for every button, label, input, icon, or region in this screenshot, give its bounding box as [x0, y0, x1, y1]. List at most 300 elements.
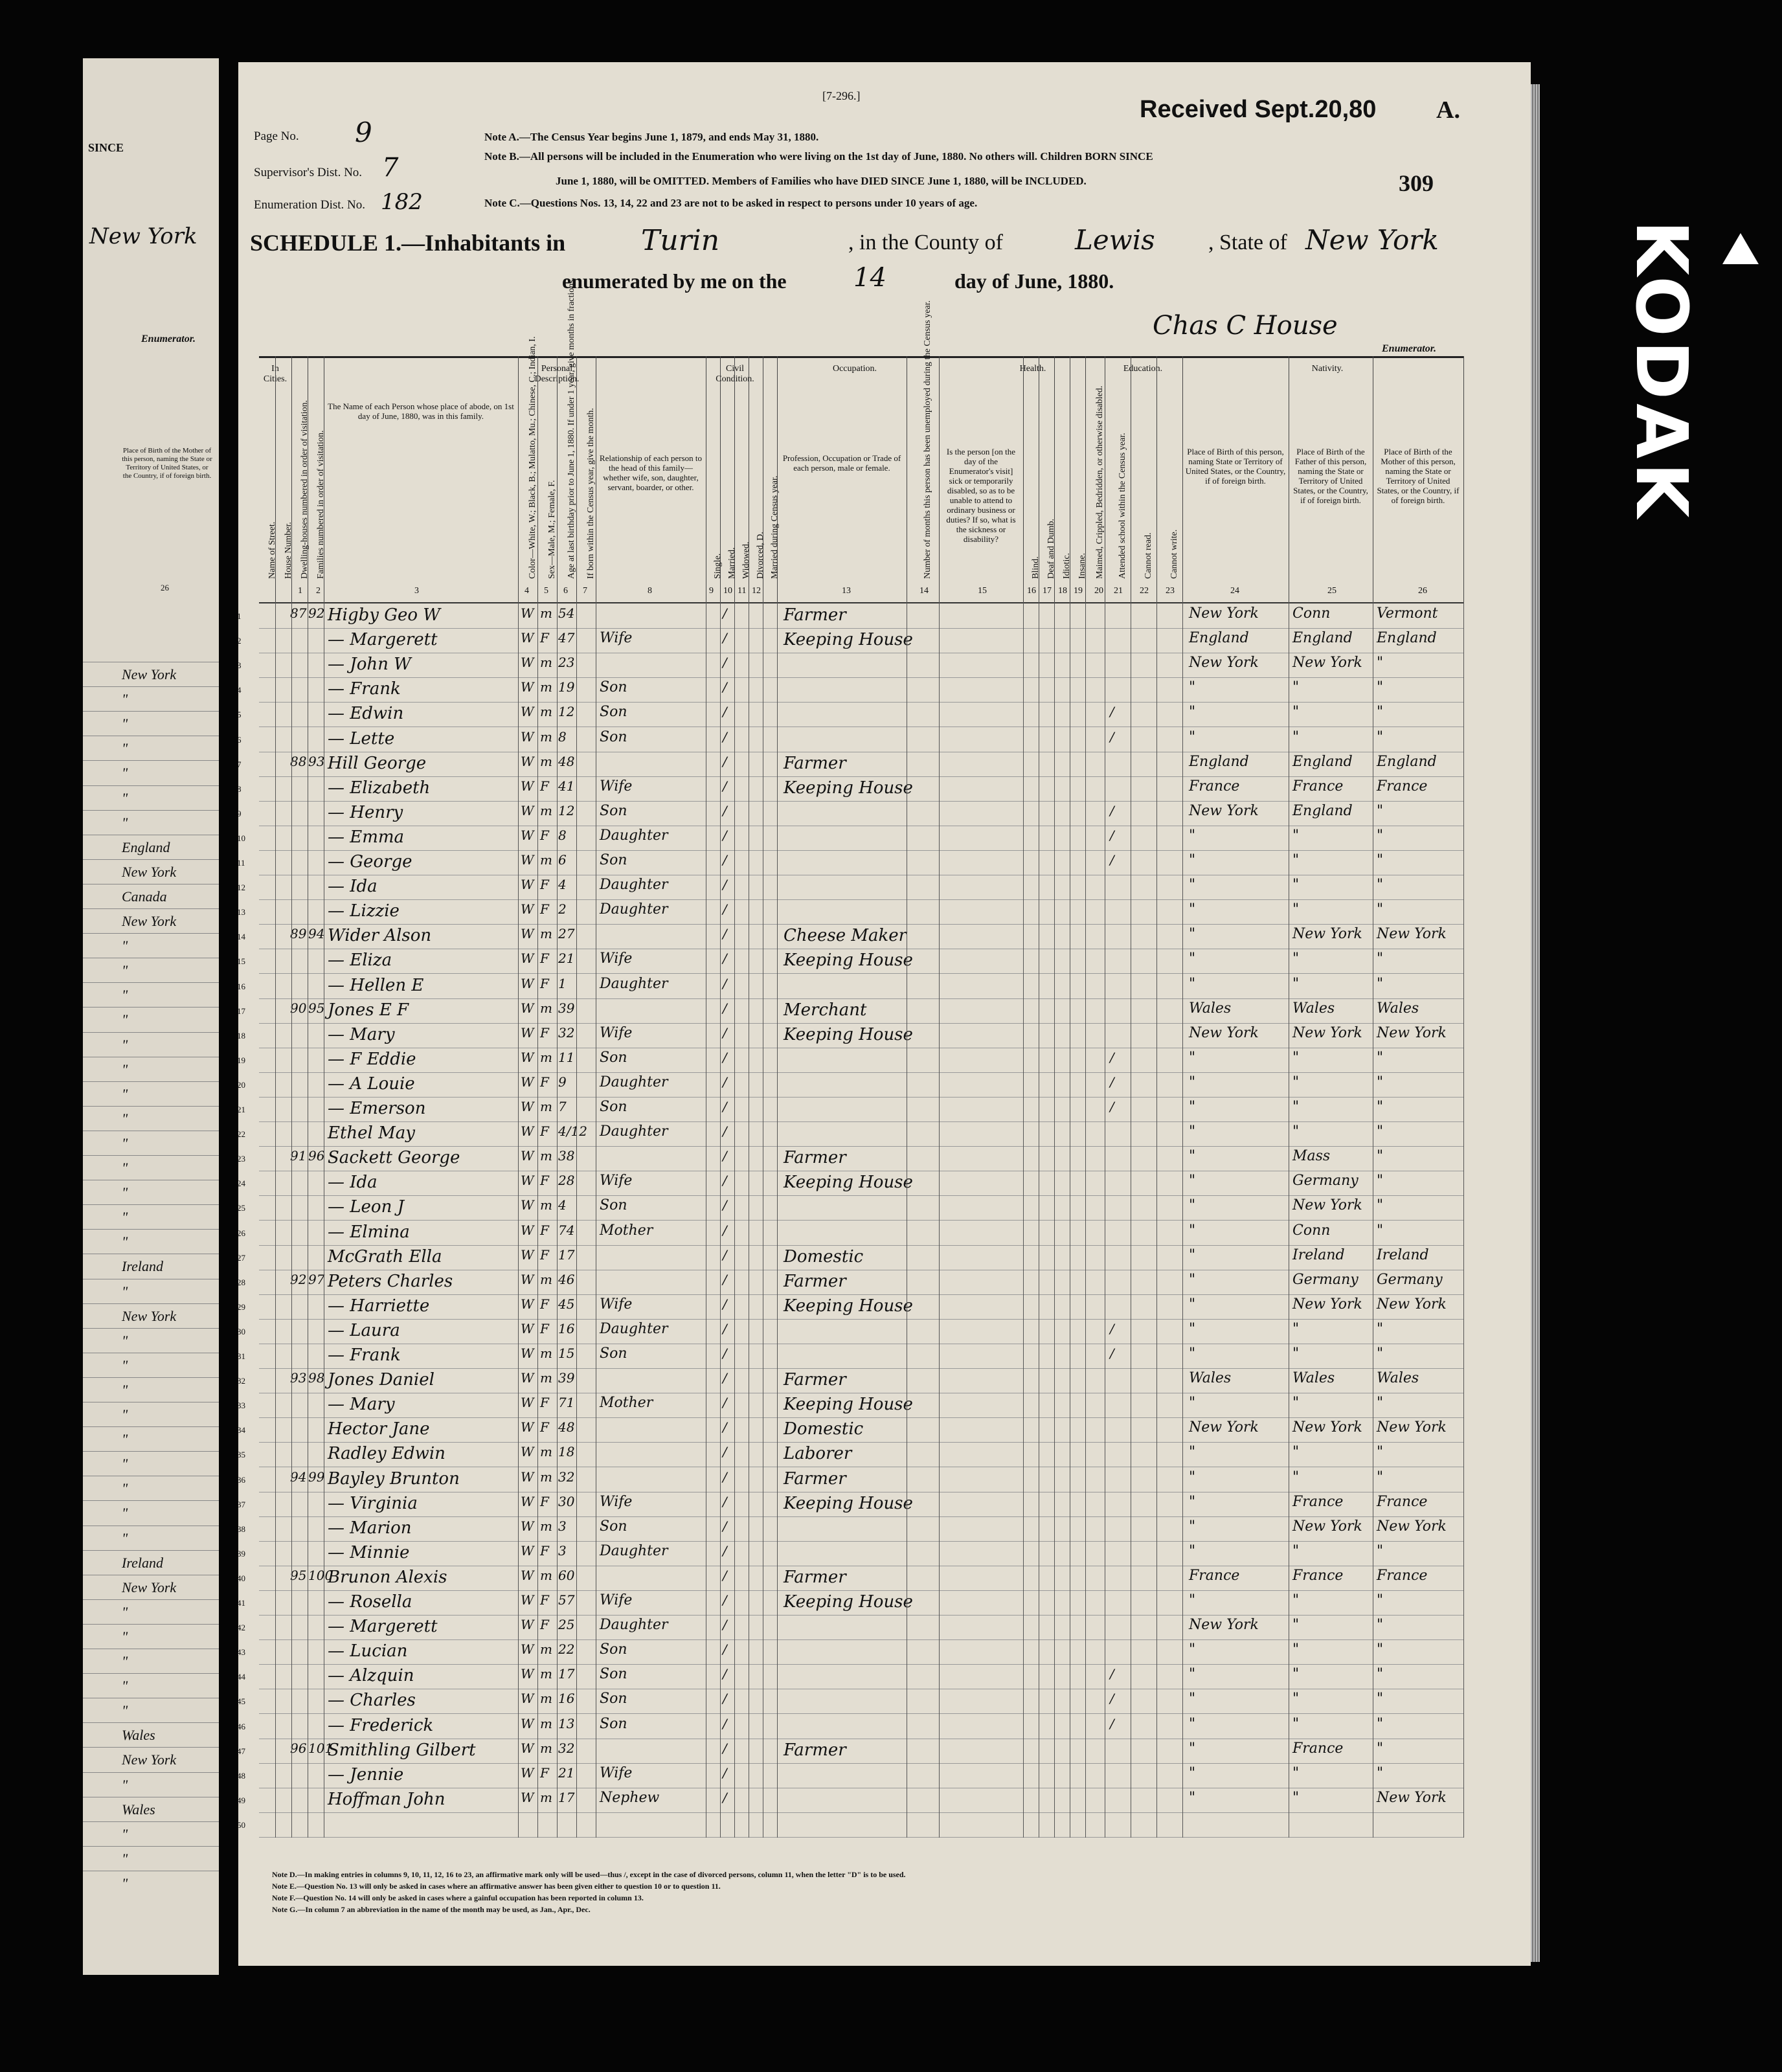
- sex-cell: m: [540, 802, 552, 818]
- occupation-cell: Farmer: [784, 1370, 846, 1390]
- left-page-birthplace: ": [122, 1184, 128, 1201]
- left-page-birthplace: ": [122, 1209, 128, 1226]
- birthplace-person: ": [1189, 926, 1196, 943]
- line-number: 44: [237, 1672, 245, 1682]
- line-number: 4: [237, 685, 242, 695]
- sex-cell: F: [540, 630, 549, 646]
- state-name: New York: [1305, 224, 1439, 256]
- civil-mark: /: [723, 1370, 727, 1386]
- school-mark: /: [1110, 1074, 1114, 1090]
- age-cell: 16: [558, 1691, 575, 1707]
- group-personal: Personal Description.: [534, 364, 580, 384]
- relationship-cell: Son: [600, 1666, 627, 1683]
- sex-cell: F: [540, 1222, 549, 1238]
- line-number: 39: [237, 1548, 245, 1559]
- birthplace-mother: ": [1377, 901, 1384, 918]
- column-number: 9: [709, 586, 714, 596]
- family-number: 99: [308, 1469, 325, 1485]
- left-page-row: [83, 1081, 219, 1107]
- birthplace-person: ": [1189, 1222, 1196, 1239]
- left-page-row: [83, 1254, 219, 1279]
- table-row: [237, 653, 1463, 678]
- civil-mark: /: [723, 1567, 727, 1583]
- birthplace-person: ": [1189, 1197, 1196, 1214]
- left-page-row: [83, 1624, 219, 1649]
- birthplace-person: ": [1189, 1320, 1196, 1337]
- birthplace-mother: ": [1377, 704, 1384, 721]
- birthplace-mother: New York: [1377, 926, 1447, 943]
- column-number: 4: [524, 586, 529, 596]
- color-cell: W: [521, 1666, 534, 1682]
- person-name: — Alzquin: [328, 1666, 414, 1686]
- civil-mark: /: [723, 1740, 727, 1756]
- color-cell: W: [521, 778, 534, 794]
- table-row: [237, 1541, 1463, 1566]
- table-row: [237, 1590, 1463, 1616]
- left-page-birthplace: England: [122, 839, 170, 855]
- left-page-row: [83, 1476, 219, 1501]
- color-cell: W: [521, 1197, 534, 1213]
- birthplace-mother: ": [1377, 728, 1384, 745]
- column-number: 7: [583, 586, 587, 596]
- color-cell: W: [521, 1542, 534, 1559]
- col-color: [518, 336, 538, 602]
- school-mark: /: [1110, 827, 1114, 843]
- relationship-cell: Wife: [600, 1592, 633, 1608]
- birthplace-person: ": [1189, 877, 1196, 894]
- line-number: 7: [237, 759, 242, 769]
- county-label: , in the County of: [848, 231, 1003, 254]
- column-number: 15: [978, 586, 987, 596]
- line-number: 25: [237, 1203, 245, 1213]
- column-rule: [576, 602, 577, 1838]
- civil-mark: /: [723, 1666, 727, 1682]
- sex-cell: F: [540, 1320, 549, 1336]
- line-number: 1: [237, 611, 242, 621]
- column-number: 24: [1230, 586, 1239, 596]
- age-cell: 19: [558, 679, 575, 695]
- line-number: 47: [237, 1746, 245, 1756]
- birthplace-father: ": [1292, 1320, 1300, 1337]
- person-name: — Ida: [328, 877, 378, 897]
- relationship-cell: Daughter: [600, 1617, 668, 1634]
- civil-mark: /: [723, 679, 727, 695]
- person-name: — Emerson: [328, 1099, 426, 1118]
- occupation-cell: Farmer: [784, 1740, 846, 1760]
- left-page-row: [83, 1575, 219, 1600]
- color-cell: W: [521, 1691, 534, 1707]
- col-idiotic: [1054, 356, 1070, 602]
- age-cell: 48: [558, 1419, 575, 1436]
- relationship-cell: Nephew: [600, 1789, 660, 1806]
- table-row: [237, 1097, 1463, 1122]
- age-cell: 25: [558, 1617, 575, 1633]
- col-sex: [537, 356, 558, 602]
- table-row: [237, 727, 1463, 752]
- form-number: [7-296.]: [822, 89, 861, 102]
- left-page-birthplace: ": [122, 1357, 128, 1373]
- civil-mark: /: [723, 1493, 727, 1509]
- color-cell: W: [521, 1246, 534, 1263]
- col-maimed: [1085, 356, 1105, 602]
- civil-mark: /: [723, 728, 727, 745]
- column-rule: [275, 602, 276, 1838]
- person-name: — Henry: [328, 802, 403, 822]
- left-page-birthplace: Ireland: [122, 1554, 163, 1571]
- birthplace-father: ": [1292, 1074, 1300, 1090]
- column-number: 16: [1027, 586, 1036, 596]
- birthplace-mother: ": [1377, 1049, 1384, 1066]
- line-number: 29: [237, 1301, 245, 1312]
- col-house: [275, 356, 292, 602]
- column-rule: [939, 602, 940, 1838]
- birthplace-mother: ": [1377, 1641, 1384, 1658]
- sex-cell: F: [540, 1173, 549, 1189]
- table-row: [237, 1048, 1463, 1073]
- birthplace-mother: ": [1377, 1617, 1384, 1634]
- sex-cell: m: [540, 1346, 552, 1361]
- relationship-cell: Son: [600, 802, 627, 819]
- age-cell: 17: [558, 1246, 575, 1263]
- birthplace-mother: ": [1377, 877, 1384, 894]
- sex-cell: m: [540, 1370, 552, 1386]
- left-page-birthplace: ": [122, 1603, 128, 1620]
- relationship-cell: Wife: [600, 1296, 633, 1312]
- relationship-cell: Son: [600, 679, 627, 696]
- relationship-cell: Wife: [600, 1024, 633, 1041]
- age-cell: 22: [558, 1641, 575, 1658]
- table-row: [237, 1492, 1463, 1517]
- age-cell: 46: [558, 1271, 575, 1287]
- line-number: 6: [237, 734, 242, 745]
- birthplace-mother: ": [1377, 1197, 1384, 1214]
- line-number: 31: [237, 1351, 245, 1361]
- col-sex-title: Sex—Male, M.; Female, F.: [547, 480, 557, 579]
- birthplace-person: New York: [1189, 1419, 1259, 1436]
- person-name: — Mary: [328, 1024, 395, 1044]
- civil-mark: /: [723, 1099, 727, 1114]
- left-page-birthplace: ": [122, 1825, 128, 1842]
- dwelling-number: 94: [290, 1469, 307, 1485]
- age-cell: 48: [558, 753, 575, 769]
- birthplace-mother: ": [1377, 1740, 1384, 1757]
- left-page-row: [83, 1402, 219, 1427]
- col-age-title: Age at last birthday prior to June 1, 1880. If under 1 year, give months in fractions.: [567, 277, 576, 579]
- left-page-birthplace: ": [122, 789, 128, 806]
- birthplace-mother: ": [1377, 951, 1384, 967]
- line-number: 23: [237, 1154, 245, 1164]
- age-cell: 45: [558, 1296, 575, 1312]
- civil-mark: /: [723, 1395, 727, 1411]
- age-cell: 8: [558, 728, 567, 745]
- birthplace-father: ": [1292, 1641, 1300, 1658]
- birthplace-mother: France: [1377, 1567, 1428, 1584]
- birthplace-person: ": [1189, 728, 1196, 745]
- left-page-birthplace: New York: [122, 913, 177, 929]
- column-number: 23: [1166, 586, 1175, 596]
- sex-cell: F: [540, 1592, 549, 1608]
- note-b-line1: Note B.—All persons will be included in the Enumeration who were living on the 1st day of June, 1880. No others will. Children BORN SINCE: [484, 150, 1153, 163]
- col-divorced: [749, 356, 763, 602]
- relationship-cell: Son: [600, 1518, 627, 1535]
- person-name: — Eliza: [328, 951, 392, 971]
- relationship-cell: Wife: [600, 1764, 633, 1781]
- color-cell: W: [521, 1271, 534, 1287]
- civil-mark: /: [723, 1173, 727, 1189]
- age-cell: 74: [558, 1222, 575, 1238]
- column-number: 18: [1058, 586, 1067, 596]
- civil-mark: /: [723, 951, 727, 967]
- birthplace-father: New York: [1292, 1197, 1362, 1214]
- left-page-birthplace: ": [122, 962, 128, 979]
- sex-cell: m: [540, 1691, 552, 1707]
- color-cell: W: [521, 1419, 534, 1436]
- left-page-birthplace: ": [122, 1776, 128, 1793]
- civil-mark: /: [723, 1074, 727, 1090]
- table-row: [237, 1270, 1463, 1295]
- left-page-birthplace: ": [122, 1110, 128, 1127]
- birthplace-father: Wales: [1292, 1000, 1335, 1017]
- age-cell: 41: [558, 778, 575, 794]
- table-row: [237, 1171, 1463, 1196]
- table-row: [237, 1689, 1463, 1714]
- birthplace-mother: ": [1377, 1099, 1384, 1115]
- birthplace-mother: Wales: [1377, 1370, 1419, 1387]
- left-page-birthplace: ": [122, 691, 128, 708]
- relationship-cell: Daughter: [600, 877, 668, 894]
- family-number: 95: [308, 1000, 325, 1016]
- person-name: — Frank: [328, 1346, 401, 1365]
- col-divorced-title: Divorced, D.: [756, 532, 765, 579]
- table-row: [237, 1023, 1463, 1048]
- age-cell: 30: [558, 1493, 575, 1509]
- birthplace-person: ": [1189, 975, 1196, 992]
- table-row: [237, 850, 1463, 875]
- occupation-cell: Keeping House: [784, 1296, 913, 1316]
- relationship-cell: Wife: [600, 778, 633, 794]
- table-row: [237, 875, 1463, 900]
- person-name: — Marion: [328, 1518, 412, 1538]
- left-page-row: [83, 884, 219, 909]
- note-d: Note D.—In making entries in columns 9, 10, 11, 12, 16 to 23, an affirmative mark only will be used—thus /, except in the case of divorced persons, column 11, when the letter "D" is to be used.: [272, 1870, 906, 1879]
- birthplace-mother: ": [1377, 1444, 1384, 1461]
- enumerator-signature: Chas C House: [1153, 311, 1338, 341]
- age-cell: 21: [558, 1764, 575, 1781]
- left-page-birthplace: ": [122, 1702, 128, 1719]
- left-page-row: [83, 711, 219, 736]
- left-page-row: [83, 1550, 219, 1575]
- col-birth-father-title: Place of Birth of the Father of this person, naming the State or Territory of United States, or the Country, if of foreign birth.: [1293, 447, 1368, 505]
- birthplace-person: ": [1189, 1764, 1196, 1781]
- age-cell: 9: [558, 1074, 567, 1090]
- civil-mark: /: [723, 753, 727, 769]
- left-page-row: [83, 785, 219, 811]
- sex-cell: m: [540, 679, 552, 695]
- line-number: 19: [237, 1055, 245, 1065]
- column-number: 20: [1094, 586, 1103, 596]
- occupation-cell: Keeping House: [784, 951, 913, 971]
- person-name: Hill George: [328, 753, 427, 773]
- left-page-row: [83, 1353, 219, 1378]
- col-name-title: The Name of each Person whose place of abode, on 1st day of June, 1880, was in this family.: [328, 401, 514, 421]
- sex-cell: m: [540, 1197, 552, 1213]
- left-page-birthplace: Wales: [122, 1801, 155, 1818]
- person-name: — Elmina: [328, 1222, 410, 1242]
- relationship-cell: Son: [600, 852, 627, 868]
- color-cell: W: [521, 975, 534, 991]
- left-page-birthplace: ": [122, 1456, 128, 1472]
- birthplace-person: ": [1189, 1740, 1196, 1757]
- color-cell: W: [521, 1049, 534, 1065]
- left-page-row: [83, 1032, 219, 1057]
- person-name: — A Louie: [328, 1074, 415, 1094]
- col-relation-title: Relationship of each person to the head of this family—whether wife, son, daughter, servant, boarder, or other.: [599, 453, 703, 492]
- sex-cell: F: [540, 1296, 549, 1312]
- relationship-cell: Son: [600, 1641, 627, 1658]
- relationship-cell: Wife: [600, 1173, 633, 1189]
- birthplace-person: New York: [1189, 1024, 1259, 1041]
- dwelling-number: 92: [290, 1271, 307, 1287]
- note-a: Note A.—The Census Year begins June 1, 1879, and ends May 31, 1880.: [484, 131, 819, 143]
- person-name: McGrath Ella: [328, 1246, 442, 1267]
- col-insane: [1070, 356, 1086, 602]
- civil-mark: /: [723, 1296, 727, 1312]
- left-page-col-title: Place of Birth of the Mother of this person, naming the State or Territory of United States, or the Country, if of foreign birth.: [122, 447, 212, 480]
- table-row: [237, 1393, 1463, 1418]
- age-cell: 54: [558, 605, 575, 621]
- left-page-row: [83, 1772, 219, 1797]
- relationship-cell: Son: [600, 1099, 627, 1115]
- line-number: 30: [237, 1326, 245, 1336]
- relationship-cell: Daughter: [600, 975, 668, 992]
- family-number: 96: [308, 1148, 325, 1164]
- col-sickness-title: Is the person [on the day of the Enumerator's visit] sick or temporarily disabled, so as to be unable to attend to ordinary business or duties? If so, what is the sickness or disability?: [946, 447, 1016, 544]
- civil-mark: /: [723, 852, 727, 868]
- age-cell: 8: [558, 827, 567, 843]
- sex-cell: F: [540, 1764, 549, 1781]
- civil-mark: /: [723, 778, 727, 794]
- relationship-cell: Wife: [600, 630, 633, 647]
- birthplace-person: ": [1189, 1542, 1196, 1559]
- line-number: 40: [237, 1573, 245, 1583]
- birthplace-mother: ": [1377, 1592, 1384, 1608]
- age-cell: 12: [558, 704, 575, 720]
- supervisor-dist-value: 7: [382, 153, 399, 183]
- sex-cell: m: [540, 1444, 552, 1460]
- table-row: [237, 1319, 1463, 1344]
- sex-cell: F: [540, 827, 549, 843]
- left-page-row: [83, 1426, 219, 1452]
- age-cell: 32: [558, 1469, 575, 1485]
- birthplace-mother: England: [1377, 630, 1437, 647]
- birthplace-person: ": [1189, 1518, 1196, 1535]
- table-row: [237, 949, 1463, 974]
- table-row: [237, 1195, 1463, 1221]
- sex-cell: m: [540, 1666, 552, 1682]
- table-row: [237, 1417, 1463, 1443]
- table-row: [237, 1714, 1463, 1739]
- left-page-birthplace: ": [122, 1850, 128, 1867]
- left-page-enumerator: Enumerator.: [141, 333, 196, 344]
- col-widowed-title: Widowed.: [741, 541, 751, 579]
- birthplace-mother: ": [1377, 1542, 1384, 1559]
- birthplace-father: France: [1292, 1493, 1344, 1510]
- sex-cell: F: [540, 778, 549, 794]
- line-number: 5: [237, 710, 242, 720]
- birthplace-father: France: [1292, 1740, 1344, 1757]
- left-page-birthplace: ": [122, 1529, 128, 1546]
- column-number: 8: [648, 586, 652, 596]
- civil-mark: /: [723, 926, 727, 942]
- color-cell: W: [521, 1592, 534, 1608]
- sex-cell: F: [540, 1024, 549, 1041]
- line-number: 3: [237, 660, 242, 671]
- civil-mark: /: [723, 1518, 727, 1534]
- birthplace-mother: ": [1377, 1691, 1384, 1707]
- color-cell: W: [521, 1789, 534, 1805]
- school-mark: /: [1110, 1049, 1114, 1065]
- person-name: — Harriette: [328, 1296, 430, 1316]
- left-page-row: [83, 1599, 219, 1625]
- col-street: [259, 356, 276, 602]
- occupation-cell: Farmer: [784, 753, 846, 773]
- occupation-cell: Domestic: [784, 1246, 864, 1267]
- table-row: [237, 603, 1463, 629]
- col-birth-mother: [1373, 356, 1464, 602]
- sex-cell: m: [540, 1715, 552, 1731]
- birthplace-mother: France: [1377, 778, 1428, 794]
- age-cell: 27: [558, 926, 575, 942]
- line-number: 26: [237, 1228, 245, 1238]
- civil-mark: /: [723, 1320, 727, 1336]
- person-name: — Rosella: [328, 1592, 412, 1612]
- note-e: Note E.—Question No. 13 will only be asked in cases where an affirmative answer has been given either to question 10 or to question 11.: [272, 1882, 721, 1891]
- school-mark: /: [1110, 1346, 1114, 1361]
- corner-letter: A.: [1436, 96, 1460, 124]
- column-number: 6: [563, 586, 568, 596]
- dwelling-number: 89: [290, 926, 307, 942]
- birthplace-person: ": [1189, 1691, 1196, 1707]
- sex-cell: m: [540, 605, 552, 621]
- civil-mark: /: [723, 630, 727, 646]
- sex-cell: F: [540, 1395, 549, 1411]
- family-number: 93: [308, 753, 325, 769]
- birthplace-person: ": [1189, 1246, 1196, 1263]
- left-page-row: [83, 1722, 219, 1748]
- left-page-birthplace: ": [122, 814, 128, 831]
- col-maimed-title: Maimed, Crippled, Bedridden, or otherwise disabled.: [1095, 385, 1105, 579]
- birthplace-father: Mass: [1292, 1148, 1331, 1165]
- age-cell: 16: [558, 1320, 575, 1336]
- civil-mark: /: [723, 1148, 727, 1164]
- color-cell: W: [521, 1024, 534, 1041]
- col-widowed: [734, 356, 749, 602]
- left-page-row: [83, 736, 219, 761]
- family-number: 98: [308, 1370, 325, 1386]
- sex-cell: m: [540, 1740, 552, 1756]
- enum-dist-value: 182: [381, 189, 423, 215]
- birthplace-father: England: [1292, 802, 1353, 819]
- color-cell: W: [521, 802, 534, 818]
- age-cell: 3: [558, 1518, 567, 1534]
- col-birth-person: [1182, 356, 1289, 602]
- left-page-row: [83, 1821, 219, 1847]
- left-page-row: [83, 1328, 219, 1353]
- table-row: [237, 1639, 1463, 1665]
- occupation-cell: Keeping House: [784, 1493, 913, 1513]
- page-no-value: 9: [355, 117, 372, 148]
- column-rule: [1182, 602, 1183, 1838]
